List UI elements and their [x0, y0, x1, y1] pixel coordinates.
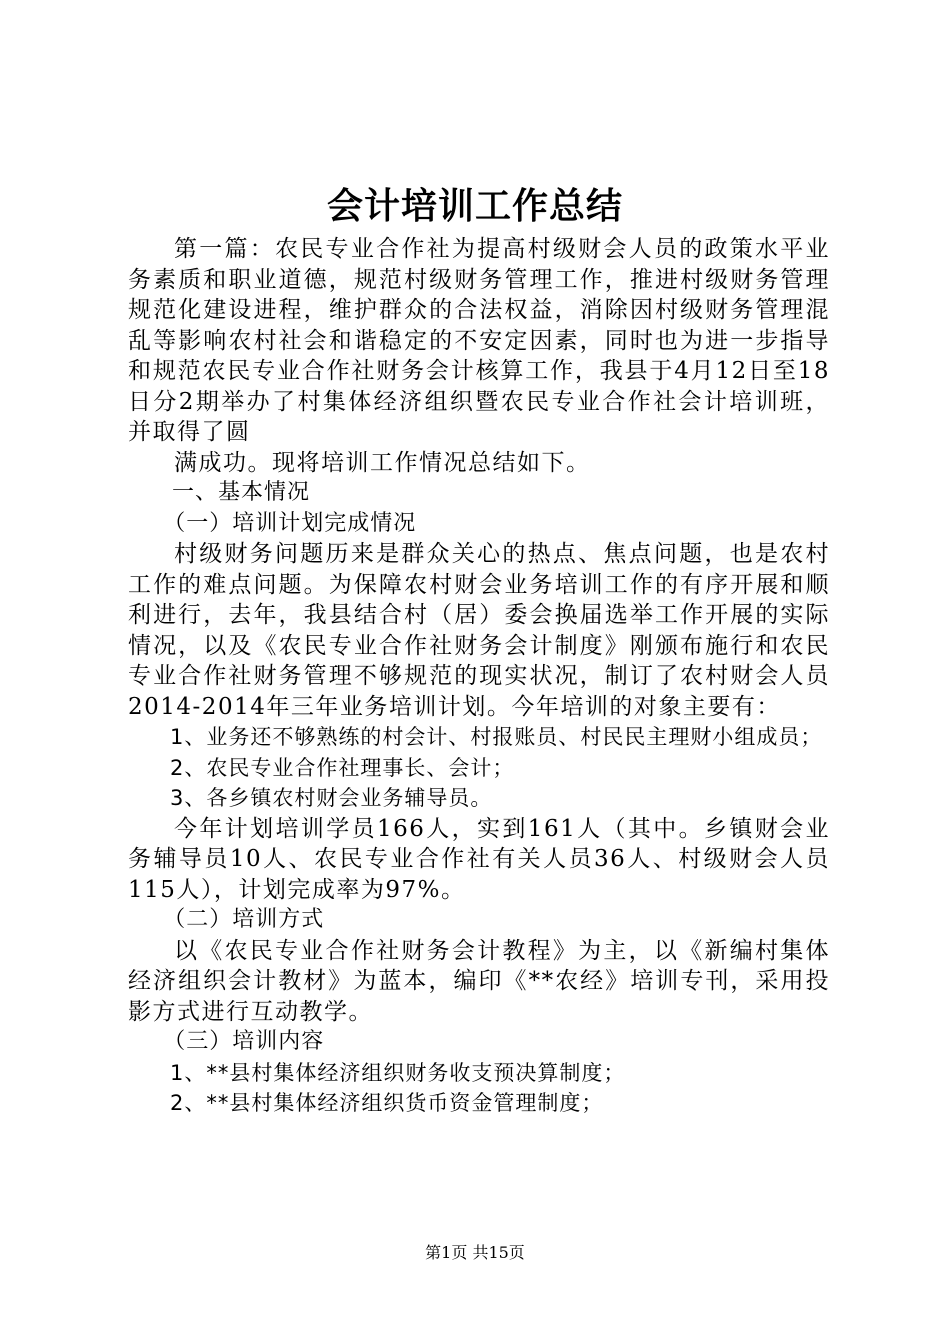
page-footer: 第1页 共15页 — [425, 1243, 525, 1262]
list-item-trainee-2: 2、农民专业合作社理事长、会计； — [170, 755, 515, 780]
subsection-heading-content: （三）培训内容 — [163, 1029, 325, 1054]
list-item-trainee-3: 3、各乡镇农村财会业务辅导员。 — [170, 786, 493, 810]
list-item-content-2: 2、**县村集体经济组织货币资金管理制度； — [170, 1091, 604, 1115]
paragraph-intro: 第一篇：农民专业合作社为提高村级财会人员的政策水平业务素质和职业道德，规范村级财务管理工作，推进村级财务管理规范化建设进程，维护群众的合法权益，消除因村级财务管理混乱等影响农村社会和谐稳定的不安定因素，同时也为进一步指导和规范农民专业合作社财务会计核算工作，我县于4月12日至18日分2期举办了村集体经济组织暨农民专业合作社会计培训班，并取得了圆 — [128, 236, 830, 445]
paragraph-plan: 村级财务问题历来是群众关心的热点、焦点问题，也是农村工作的难点问题。为保障农村财会业务培训工作的有序开展和顺利进行，去年，我县结合村（居）委会换届选举工作开展的实际情况，以及《农民专业合作社财务会计制度》刚颁布施行和农民专业合作社财务管理不够规范的现实状况，制订了农村财会人员2014-2014年三年业务培训计划。今年培训的对象主要有： — [128, 541, 830, 720]
paragraph-attendance: 今年计划培训学员166人，实到161人（其中。乡镇财会业务辅导员10人、农民专业合作社有关人员36人、村级财会人员115人），计划完成率为97%。 — [128, 815, 830, 903]
section-heading-basic: 一、基本情况 — [172, 480, 311, 505]
list-item-content-1: 1、**县村集体经济组织财务收支预决算制度； — [170, 1060, 626, 1085]
document-body — [128, 234, 830, 1119]
document-title: 会计培训工作总结 — [326, 186, 623, 227]
paragraph-method: 以《农民专业合作社财务会计教程》为主，以《新编村集体经济组织会计教材》为蓝本，编印《**农经》培训专刊，采用投影方式进行互动教学。 — [128, 937, 830, 1025]
subsection-heading-method: （二）培训方式 — [163, 907, 325, 932]
list-item-trainee-1: 1、业务还不够熟练的村会计、村报账员、村民民主理财小组成员； — [170, 725, 823, 749]
subsection-heading-plan: （一）培训计划完成情况 — [163, 510, 417, 536]
paragraph-intro-continued: 满成功。现将培训工作情况总结如下。 — [174, 449, 591, 476]
